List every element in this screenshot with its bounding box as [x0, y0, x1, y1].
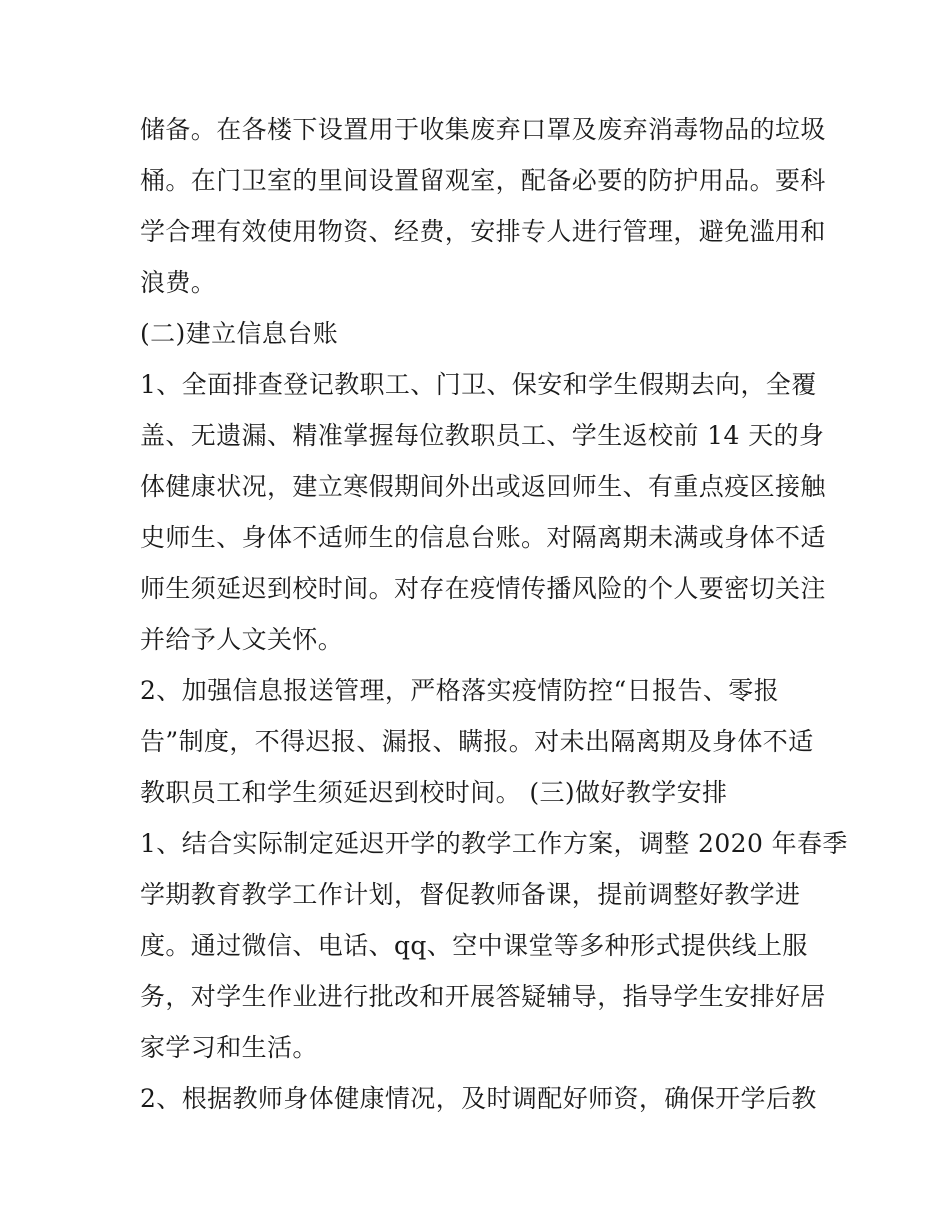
- document-body: [140, 104, 848, 1124]
- text-line: 盖、无遗漏、精准掌握每位教职员工、学生返校前 14 天的身: [140, 421, 825, 450]
- text-line: 桶。在门卫室的里间设置留观室，配备必要的防护用品。要科: [140, 166, 826, 195]
- text-line: 1、结合实际制定延迟开学的教学工作方案，调整 2020 年春季: [140, 829, 848, 858]
- text-line: 度。通过微信、电话、qq、空中课堂等多种形式提供线上服: [140, 931, 808, 960]
- text-line: 告”制度，不得迟报、漏报、瞒报。对未出隔离期及身体不适: [140, 727, 814, 756]
- section-heading: (二)建立信息台账: [140, 319, 339, 348]
- text-line: 学合理有效使用物资、经费，安排专人进行管理，避免滥用和: [140, 217, 826, 246]
- text-line: 浪费。: [140, 268, 217, 297]
- text-line: 储备。在各楼下设置用于收集废弃口罩及废弃消毒物品的垃圾: [140, 115, 826, 144]
- text-line: 家学习和生活。: [140, 1033, 318, 1062]
- text-line: 1、全面排查登记教职工、门卫、保安和学生假期去向，全覆: [140, 370, 817, 399]
- text-line: 师生须延迟到校时间。对存在疫情传播风险的个人要密切关注: [140, 574, 826, 603]
- text-line: 务，对学生作业进行批改和开展答疑辅导，指导学生安排好居: [140, 982, 826, 1011]
- text-line: 学期教育教学工作计划，督促教师备课，提前调整好教学进: [140, 880, 801, 909]
- text-line: 2、根据教师身体健康情况，及时调配好师资，确保开学后教: [140, 1084, 817, 1113]
- text-line: 史师生、身体不适师生的信息台账。对隔离期未满或身体不适: [140, 523, 826, 552]
- text-line: 并给予人文关怀。: [140, 625, 344, 654]
- text-line: 教职员工和学生须延迟到校时间。 (三)做好教学安排: [140, 778, 728, 807]
- text-line: 体健康状况，建立寒假期间外出或返回师生、有重点疫区接触: [140, 472, 826, 501]
- text-line: 2、加强信息报送管理，严格落实疫情防控“日报告、零报: [140, 676, 780, 705]
